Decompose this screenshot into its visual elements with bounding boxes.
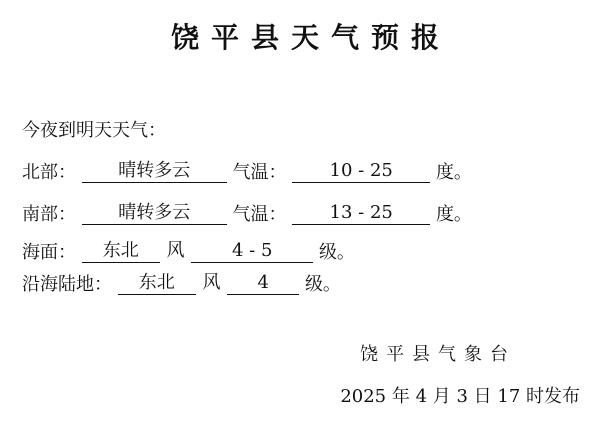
issuing-organization: 饶平县气象台 bbox=[360, 344, 516, 365]
north-temp-value: 10 - 25 bbox=[292, 160, 430, 183]
south-temp-value: 13 - 25 bbox=[292, 202, 430, 225]
north-weather-value: 晴转多云 bbox=[82, 160, 227, 183]
coast-forecast-line bbox=[22, 272, 341, 298]
south-temp-label: 气温： bbox=[232, 204, 287, 225]
north-label: 北部： bbox=[22, 162, 76, 183]
south-weather-value: 晴转多云 bbox=[82, 202, 227, 225]
issue-timestamp: 2025 年 4 月 3 日 17 时发布 bbox=[340, 386, 580, 407]
sea-level-unit: 级。 bbox=[318, 242, 355, 263]
north-forecast-line bbox=[22, 160, 472, 186]
south-temp-unit: 度。 bbox=[435, 204, 472, 225]
sea-wind-level: 4 - 5 bbox=[191, 240, 313, 263]
sea-wind-label: 风 bbox=[166, 240, 185, 261]
document-title: 饶平县天气预报 bbox=[170, 21, 451, 54]
south-forecast-line bbox=[22, 202, 472, 228]
intro-line bbox=[22, 118, 166, 144]
sea-forecast-line bbox=[22, 240, 355, 266]
sea-wind-direction: 东北 bbox=[82, 240, 160, 263]
sea-label: 海面： bbox=[22, 242, 76, 263]
coast-wind-level: 4 bbox=[227, 272, 299, 295]
north-temp-unit: 度。 bbox=[435, 162, 472, 183]
coast-wind-direction: 东北 bbox=[118, 272, 196, 295]
coast-level-unit: 级。 bbox=[304, 274, 341, 295]
coast-label: 沿海陆地： bbox=[22, 274, 112, 295]
intro-text: 今夜到明天天气： bbox=[22, 120, 166, 141]
south-label: 南部： bbox=[22, 204, 76, 225]
coast-wind-label: 风 bbox=[202, 272, 221, 293]
north-temp-label: 气温： bbox=[232, 162, 287, 183]
